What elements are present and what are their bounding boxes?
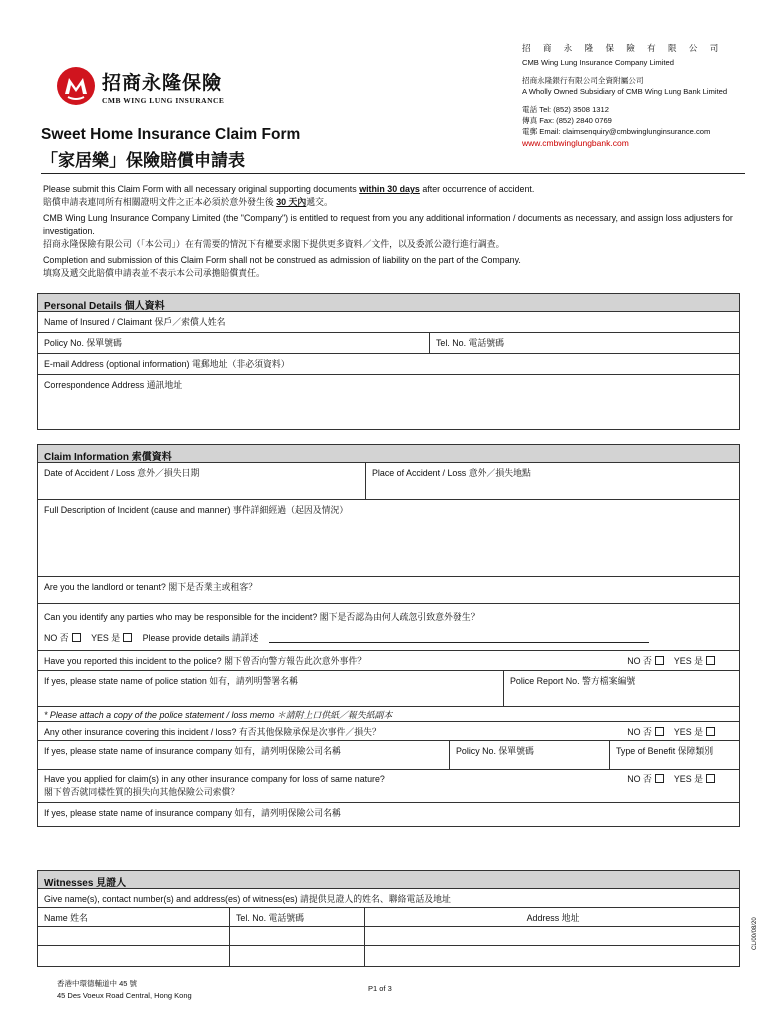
claim-info-title: Claim Information 索償資料 xyxy=(38,445,739,463)
intro-text xyxy=(43,183,743,283)
cmb-logo-icon xyxy=(56,66,96,106)
form-title-en: Sweet Home Insurance Claim Form xyxy=(41,126,301,143)
company-name-en: CMB Wing Lung Insurance Company Limited xyxy=(522,58,674,68)
company-info xyxy=(522,42,762,150)
subsidiary-cn: 招商永隆銀行有限公司全資附屬公司 xyxy=(522,76,644,86)
police-report-no-field[interactable]: Police Report No. 警方檔案編號 xyxy=(503,671,741,706)
description-field[interactable]: Full Description of Incident (cause and manner) 事件詳細經過（起因及情況） xyxy=(38,500,739,577)
other-ins-no-checkbox[interactable] xyxy=(655,727,664,736)
applied-yes-checkbox[interactable] xyxy=(706,774,715,783)
intro-p2: CMB Wing Lung Insurance Company Limited (the "Company") is entitled to request from you any additional information / documents as necessary, and assign loss adjusters for investigation. 招商永隆保險有限公司（「本公司」）在有需要的情況下有權要求閣下提供更多資料／文件，以及委派公證行進行調查。 xyxy=(43,213,733,249)
personal-details-title: Personal Details 個人資料 xyxy=(38,294,739,312)
ins-company2-field[interactable]: If yes, please state name of insurance company 如有，請列明保險公司名稱 xyxy=(44,808,341,818)
police-report-row: Have you reported this incident to the police? 閣下曾否向警方報告此次意外事件？ NO 否 YES 是 xyxy=(38,651,739,671)
company-name-cn: 招 商 永 隆 保 險 有 限 公 司 xyxy=(522,43,724,53)
attach-note: * Please attach a copy of the police statement / loss memo ＊請附上口供紙／報失紙副本 xyxy=(44,710,393,720)
other-ins-yes-checkbox[interactable] xyxy=(706,727,715,736)
personal-details-section xyxy=(37,293,740,430)
insured-name-field[interactable]: Name of Insured / Claimant 保戶／索償人姓名 xyxy=(38,312,739,333)
company-website[interactable]: www.cmbwinglungbank.com xyxy=(522,138,629,149)
email-field[interactable]: E-mail Address (optional information) 電郵地址（非必須資料） xyxy=(38,354,739,375)
logo-english: CMB WING LUNG INSURANCE xyxy=(102,95,225,105)
page-number: P1 of 3 xyxy=(368,984,392,993)
witnesses-section xyxy=(37,870,740,967)
police-station-field[interactable]: If yes, please state name of police station 如有，請列明警署名稱 xyxy=(44,676,299,686)
footer-address: 香港中環德輔道中 45 號 45 Des Voeux Road Central, Hong Kong xyxy=(57,979,192,1000)
landlord-tenant-field[interactable]: Are you the landlord or tenant? 閣下是否業主或租客？ xyxy=(38,577,739,604)
address-field[interactable]: Correspondence Address 通訊地址 xyxy=(44,380,183,390)
witness-instruction: Give name(s), contact number(s) and address(es) of witness(es) 請提供見證人的姓名、聯絡電話及地址 xyxy=(38,889,739,908)
logo-chinese: 招商永隆保險 xyxy=(102,72,223,94)
parties-no-checkbox[interactable] xyxy=(72,633,81,642)
company-tel: 電話 Tel: (852) 3508 1312 xyxy=(522,105,609,115)
other-insurance-row: Any other insurance covering this incident / loss? 有否其他保險承保是次事件／損失？ NO 否 YES 是 xyxy=(38,721,739,741)
police-yes-checkbox[interactable] xyxy=(706,656,715,665)
claim-info-section xyxy=(37,444,740,827)
accident-place-field[interactable]: Place of Accident / Loss 意外／損失地點 xyxy=(365,463,741,499)
parties-yes-checkbox[interactable] xyxy=(123,633,132,642)
intro-p3: Completion and submission of this Claim Form shall not be construed as admission of liability on the part of the Company. 填寫及遞交此賠償申請表並不表示本公司承擔賠償責任。 xyxy=(43,255,521,278)
witness-row-1[interactable] xyxy=(38,927,739,946)
form-title-cn: 「家居樂」保險賠償申請表 xyxy=(41,151,245,170)
witnesses-title: Witnesses 見證人 xyxy=(38,871,739,889)
benefit-type-field[interactable]: Type of Benefit 保障類別 xyxy=(609,741,741,769)
ins-policy-no-field[interactable]: Policy No. 保單號碼 xyxy=(449,741,609,769)
applied-claim-row: Have you applied for claim(s) in any other insurance company for loss of same nature? 閣下曾否就同樣性質的損失向其他保險公司索償？ NO 否 YES 是 xyxy=(38,770,739,803)
witness-row-2[interactable] xyxy=(38,946,739,966)
applied-no-checkbox[interactable] xyxy=(655,774,664,783)
tel-no-field[interactable]: Tel. No. 電話號碼 xyxy=(429,333,741,353)
policy-row xyxy=(38,333,739,354)
intro-p1: Please submit this Claim Form with all necessary original supporting documents within 30 days after occurrence of accident. 賠償申請表連同所有相關證明文件之正本必須於意外發生後 30 天內遞交。 xyxy=(43,184,535,207)
form-code: CL/00/08/20 xyxy=(752,917,758,950)
title-divider xyxy=(41,173,745,174)
insurance-company-row xyxy=(38,741,739,770)
company-email: 電郵 Email: claimsenquiry@cmbwinglunginsurance.com xyxy=(522,127,711,137)
ins-company-field[interactable]: If yes, please state name of insurance company 如有，請列明保險公司名稱 xyxy=(44,746,341,756)
police-no-checkbox[interactable] xyxy=(655,656,664,665)
accident-row xyxy=(38,463,739,500)
responsible-parties-row: Can you identify any parties who may be responsible for the incident? 閣下是否認為由何人疏忽引致意外發生？ NO 否 YES 是 Please provide details 請詳述 xyxy=(38,604,739,651)
company-fax: 傳真 Fax: (852) 2840 0769 xyxy=(522,116,612,126)
police-station-row xyxy=(38,671,739,707)
accident-date-field[interactable]: Date of Accident / Loss 意外／損失日期 xyxy=(44,468,200,478)
witness-header-row: Name 姓名 Tel. No. 電話號碼 Address 地址 xyxy=(38,908,739,927)
details-line[interactable] xyxy=(269,642,649,643)
subsidiary-en: A Wholly Owned Subsidiary of CMB Wing Lung Bank Limited xyxy=(522,87,728,97)
company-logo xyxy=(56,66,224,106)
policy-no-field[interactable]: Policy No. 保單號碼 xyxy=(44,338,122,348)
